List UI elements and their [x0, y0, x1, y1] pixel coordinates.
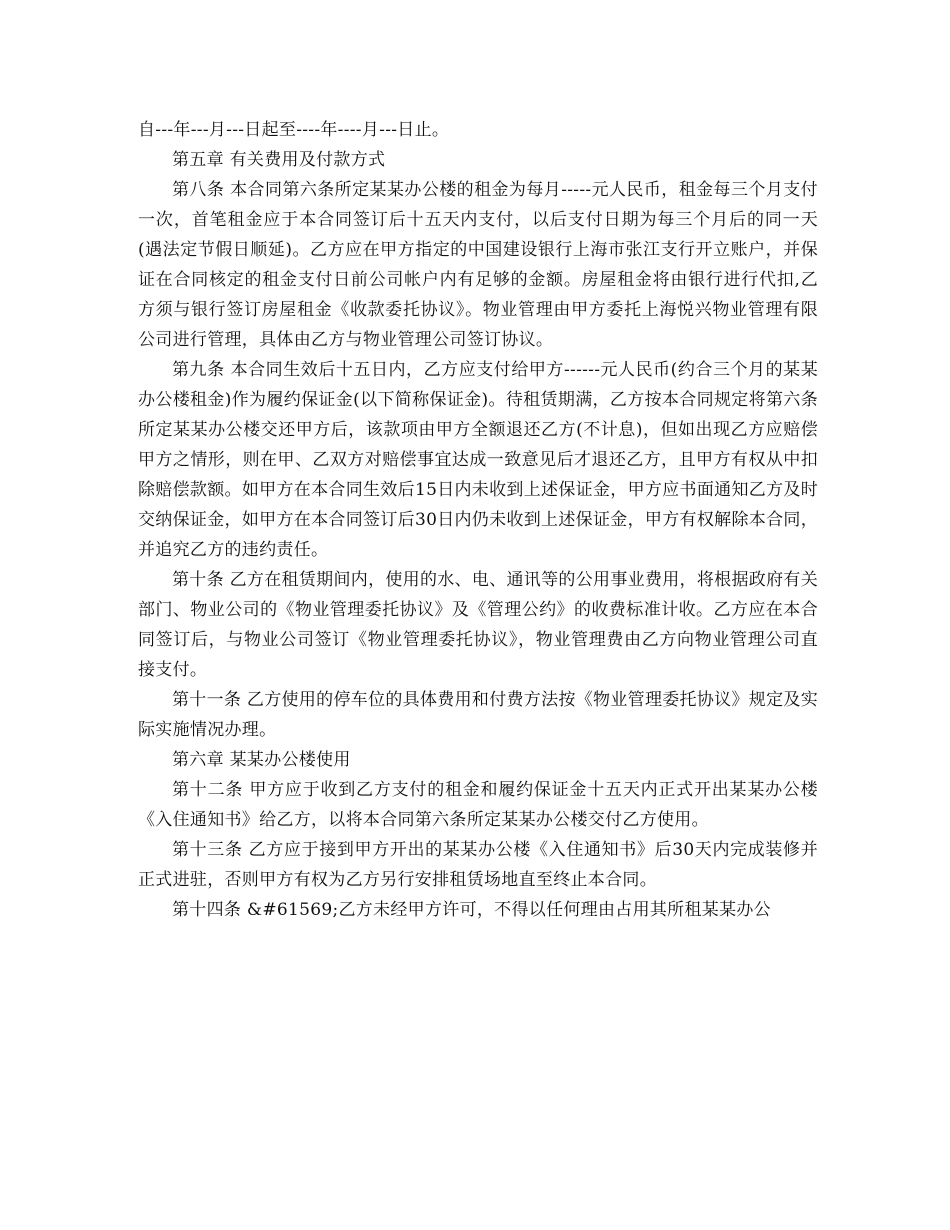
article-10: 第十条 乙方在租赁期间内，使用的水、电、通讯等的公用事业费用，将根据政府有关部门、物业公司的《物业管理委托协议》及《管理公约》的收费标准计收。乙方应在本合同签订后，与物业公司签订《物业管理委托协议》，物业管理费由乙方向物业管理公司直接支付。	[138, 570, 818, 680]
article-9: 第九条 本合同生效后十五日内，乙方应支付给甲方------元人民币(约合三个月的某某办公楼租金)作为履约保证金(以下简称保证金)。待租赁期满，乙方按本合同规定将第六条所定某某办公楼交还甲方后，该款项由甲方全额退还乙方(不计息)，但如出现乙方应赔偿甲方之情形，则在甲、乙双方对赔偿事宜达成一致意见后才退还乙方，且甲方有权从中扣除赔偿款额。如甲方在本合同生效后15日内未收到上述保证金，甲方应书面通知乙方及时交纳保证金，如甲方在本合同签订后30日内仍未收到上述保证金，甲方有权解除本合同，并追究乙方的违约责任。	[138, 360, 818, 560]
chapter-heading-5: 第五章 有关费用及付款方式	[172, 150, 386, 170]
article-12: 第十二条 甲方应于收到乙方支付的租金和履约保证金十五天内正式开出某某办公楼《入住通知书》给乙方，以将本合同第六条所定某某办公楼交付乙方使用。	[138, 780, 818, 830]
article-8: 第八条 本合同第六条所定某某办公楼的租金为每月-----元人民币，租金每三个月支付一次，首笔租金应于本合同签订后十五天内支付，以后支付日期为每三个月后的同一天(遇法定节假日顺延)。乙方应在甲方指定的中国建设银行上海市张江支行开立账户，并保证在合同核定的租金支付日前公司帐户内有足够的金额。房屋租金将由银行进行代扣,乙方须与银行签订房屋租金《收款委托协议》。物业管理由甲方委托上海悦兴物业管理有限公司进行管理，具体由乙方与物业管理公司签订协议。	[138, 180, 818, 350]
document-body	[138, 115, 818, 925]
chapter-heading-6: 第六章 某某办公楼使用	[172, 750, 351, 770]
paragraph-lease-term-end: 自---年---月---日起至----年----月---日止。	[138, 120, 450, 140]
article-13: 第十三条 乙方应于接到甲方开出的某某办公楼《入住通知书》后30天内完成装修并正式进驻，否则甲方有权为乙方另行安排租赁场地直至终止本合同。	[138, 840, 818, 890]
article-14: 第十四条 &#61569;乙方未经甲方许可，不得以任何理由占用其所租某某办公	[172, 900, 771, 920]
article-11: 第十一条 乙方使用的停车位的具体费用和付费方法按《物业管理委托协议》规定及实际实施情况办理。	[138, 690, 818, 740]
